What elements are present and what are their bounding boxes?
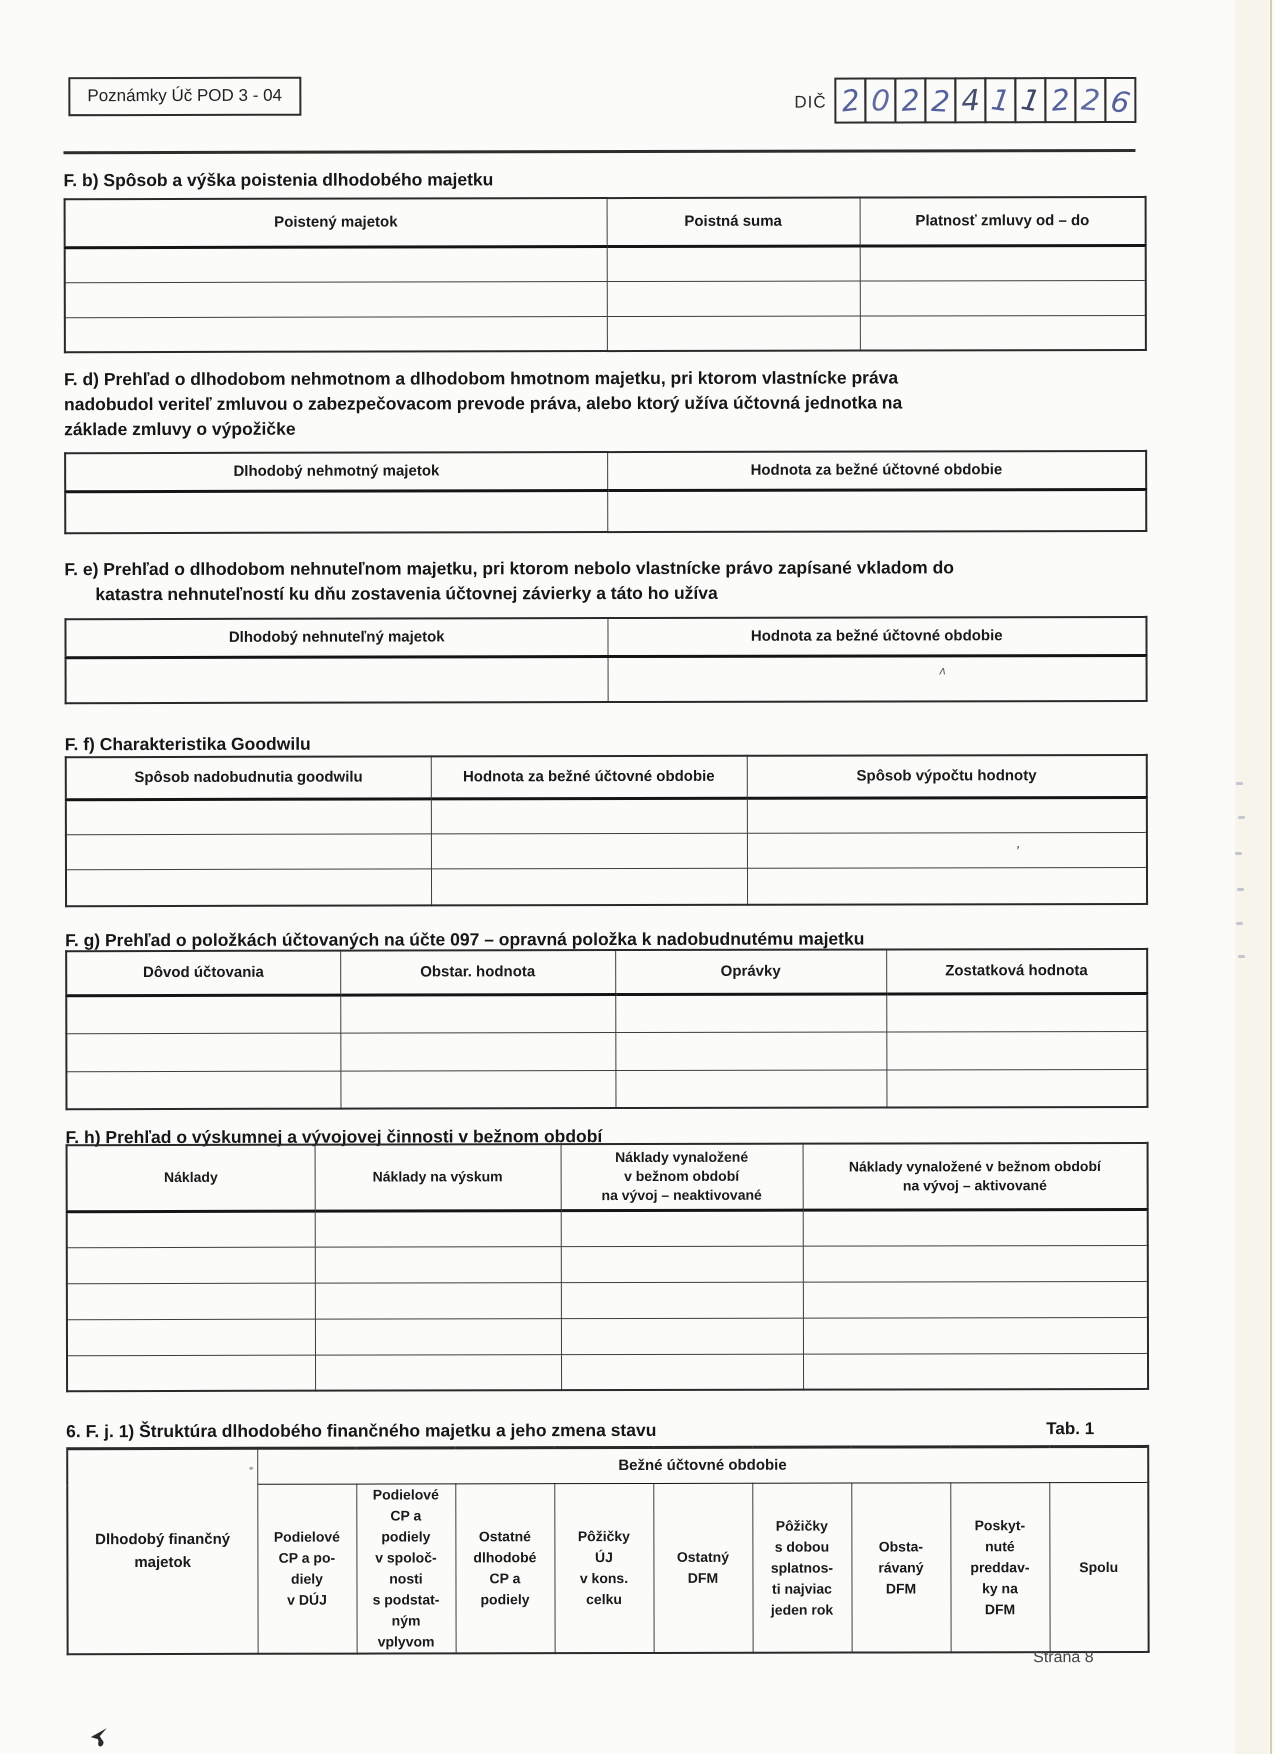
empty-cell	[561, 1354, 803, 1391]
empty-cell	[615, 1069, 886, 1108]
section-title-row-fj	[66, 1419, 1147, 1442]
form-id-box	[68, 77, 301, 116]
column-header: Dôvod účtovania	[66, 951, 340, 996]
section-title-fd: F. d) Prehľad o dlhodobom nehmotnom a dlhodobom hmotnom majetku, pri ktorom vlastnícke práva nadobudol veriteľ zmluvou o zabezpečovacom prevode práva, alebo ktorý užíva účtovná jednotka na základe zmluvy o výpožičke	[63, 367, 903, 440]
empty-cell	[431, 798, 747, 834]
empty-cell	[607, 246, 860, 282]
empty-cell	[803, 1281, 1148, 1318]
dic-digit: 2	[1050, 81, 1072, 118]
dic-box	[1045, 77, 1077, 123]
column-header: Podielové CP a po- diely v DÚJ	[257, 1484, 356, 1654]
dic-box	[925, 77, 957, 123]
dic-box	[895, 77, 927, 123]
column-header-main: Dlhodobý finančný majetok	[67, 1448, 257, 1654]
empty-cell	[803, 1317, 1148, 1354]
empty-cell	[66, 656, 608, 703]
ink-blot-mark	[88, 1721, 118, 1751]
column-header: Hodnota za bežné účtovné obdobie	[607, 451, 1146, 490]
dic-box	[955, 77, 987, 123]
empty-cell	[860, 315, 1146, 351]
table-fh	[66, 1142, 1150, 1392]
empty-cell	[67, 1247, 315, 1284]
dic-digit: 0	[870, 82, 892, 118]
column-header: Ostatný DFM	[653, 1483, 752, 1653]
column-header: Pôžičky ÚJ v kons. celku	[554, 1483, 653, 1653]
dic-field	[794, 77, 1136, 124]
dic-box	[835, 78, 867, 124]
period-header: Bežné účtovné obdobie	[257, 1446, 1148, 1484]
empty-cell	[65, 316, 607, 352]
empty-cell	[886, 1069, 1147, 1108]
column-header: Zostatková hodnota	[886, 949, 1147, 994]
empty-cell	[431, 868, 747, 906]
column-header: Podielové CP a podiely v spoloč- nosti s podstat- ným vplyvom	[356, 1484, 455, 1654]
table-fe	[64, 616, 1147, 704]
column-header: Dlhodobý nehmotný majetok	[65, 452, 607, 491]
empty-cell	[67, 1211, 315, 1248]
column-header: Poistná suma	[607, 198, 860, 247]
form-id-label: Poznámky Úč POD 3 - 04	[87, 85, 283, 106]
header-divider	[63, 149, 1135, 154]
empty-cell	[803, 1209, 1148, 1246]
empty-cell	[747, 832, 1147, 868]
empty-cell	[607, 281, 860, 317]
scan-ink-mark: ʌ	[939, 662, 946, 677]
column-header: Spôsob výpočtu hodnoty	[747, 755, 1147, 798]
empty-cell	[431, 833, 747, 869]
column-header: Dlhodobý nehnuteľný majetok	[65, 618, 607, 657]
dic-box	[1015, 77, 1047, 123]
column-header: Poskyt- nuté preddav- ky na DFM	[950, 1483, 1049, 1653]
empty-cell	[65, 246, 607, 282]
empty-cell	[67, 1283, 315, 1320]
dic-digit: 1	[989, 81, 1013, 118]
empty-cell	[66, 798, 431, 834]
empty-cell	[315, 1246, 561, 1283]
column-header: Náklady vynaložené v bežnom období na vývoj – neaktivované	[561, 1144, 803, 1211]
section-title-ff: F. f) Charakteristika Goodwilu	[64, 733, 311, 755]
column-header: Platnosť zmluvy od – do	[860, 197, 1146, 246]
empty-cell	[67, 1319, 315, 1356]
empty-cell	[66, 995, 340, 1034]
empty-cell	[615, 993, 886, 1032]
empty-cell	[886, 1031, 1147, 1070]
column-header: Poistený majetok	[65, 198, 607, 247]
tab-label: Tab. 1	[1046, 1419, 1095, 1439]
column-header: Spôsob nadobudnutia goodwilu	[66, 756, 431, 799]
empty-cell	[65, 490, 607, 533]
scan-speck	[249, 1467, 253, 1470]
table-fg	[65, 948, 1148, 1110]
table-ff	[65, 754, 1148, 907]
column-header: Hodnota za bežné účtovné obdobie	[431, 756, 747, 799]
empty-cell	[340, 994, 615, 1033]
table-fd	[64, 450, 1147, 534]
empty-cell	[315, 1318, 561, 1355]
empty-cell	[561, 1318, 803, 1355]
empty-cell	[66, 868, 431, 906]
page-number: Strana 8	[1033, 1649, 1094, 1667]
column-header: Obstar. hodnota	[340, 950, 615, 995]
dic-box	[1075, 77, 1107, 123]
empty-cell	[561, 1210, 803, 1247]
empty-cell	[860, 280, 1146, 316]
section-title-fj: 6. F. j. 1) Štruktúra dlhodobého finančného majetku a jeho zmena stavu	[66, 1419, 657, 1442]
column-header: Spolu	[1049, 1482, 1148, 1652]
dic-digit: 2	[930, 83, 951, 119]
dic-digit: 6	[1107, 82, 1133, 120]
dic-digit: 4	[960, 82, 981, 118]
column-header: Náklady vynaložené v bežnom období na vývoj – aktivované	[803, 1143, 1148, 1210]
empty-cell	[803, 1353, 1148, 1390]
empty-cell	[340, 1070, 615, 1109]
empty-cell	[607, 489, 1146, 532]
column-header: Náklady na výskum	[315, 1144, 561, 1211]
dic-label: DIČ	[794, 92, 827, 112]
empty-cell	[615, 1031, 886, 1070]
dic-digit: 1	[1018, 81, 1043, 119]
table-fj	[66, 1445, 1149, 1655]
scan-ink-mark: ʼ	[1015, 842, 1019, 859]
section-title-fh: F. h) Prehľad o výskumnej a vývojovej činnosti v bežnom období	[65, 1126, 603, 1148]
empty-cell	[803, 1245, 1148, 1282]
empty-cell	[747, 797, 1147, 833]
dic-box	[1105, 77, 1137, 123]
column-header: Náklady	[67, 1145, 315, 1212]
empty-cell	[607, 316, 860, 352]
empty-cell	[340, 1032, 615, 1071]
table-fb	[64, 196, 1147, 353]
empty-cell	[66, 1033, 340, 1072]
dic-digit: 2	[1080, 81, 1102, 118]
dic-boxes	[837, 77, 1137, 124]
section-title-fg: F. g) Prehľad o položkách účtovaných na účte 097 – opravná položka k nadobudnutému majetku	[65, 928, 865, 951]
column-header: Oprávky	[615, 949, 886, 994]
dic-box	[865, 77, 897, 123]
dic-digit: 2	[839, 82, 862, 118]
column-header: Ostatné dlhodobé CP a podiely	[455, 1484, 554, 1654]
empty-cell	[315, 1354, 561, 1391]
empty-cell	[747, 867, 1147, 905]
dic-box	[985, 77, 1017, 123]
dic-digit: 2	[900, 82, 921, 118]
column-header: Hodnota za bežné účtovné obdobie	[607, 617, 1146, 656]
column-header: Pôžičky s dobou splatnos- ti najviac jeden rok	[752, 1483, 851, 1653]
empty-cell	[608, 655, 1147, 702]
empty-cell	[67, 1355, 315, 1392]
empty-cell	[886, 993, 1147, 1032]
empty-cell	[66, 833, 431, 869]
empty-cell	[66, 1071, 340, 1110]
column-header: Obsta- rávaný DFM	[851, 1483, 950, 1653]
empty-cell	[860, 245, 1146, 281]
empty-cell	[561, 1282, 803, 1319]
empty-cell	[315, 1282, 561, 1319]
section-title-fe: F. e) Prehľad o dlhodobom nehnuteľnom majetku, pri ktorom nebolo vlastnícke právo zapísané vkladom do katastra nehnuteľností ku dňu zostavenia účtovnej závierky a táto ho užíva	[64, 557, 954, 605]
empty-cell	[315, 1210, 561, 1247]
empty-cell	[65, 281, 607, 317]
empty-cell	[561, 1246, 803, 1283]
section-title-fb: F. b) Spôsob a výška poistenia dlhodobého majetku	[63, 169, 494, 191]
